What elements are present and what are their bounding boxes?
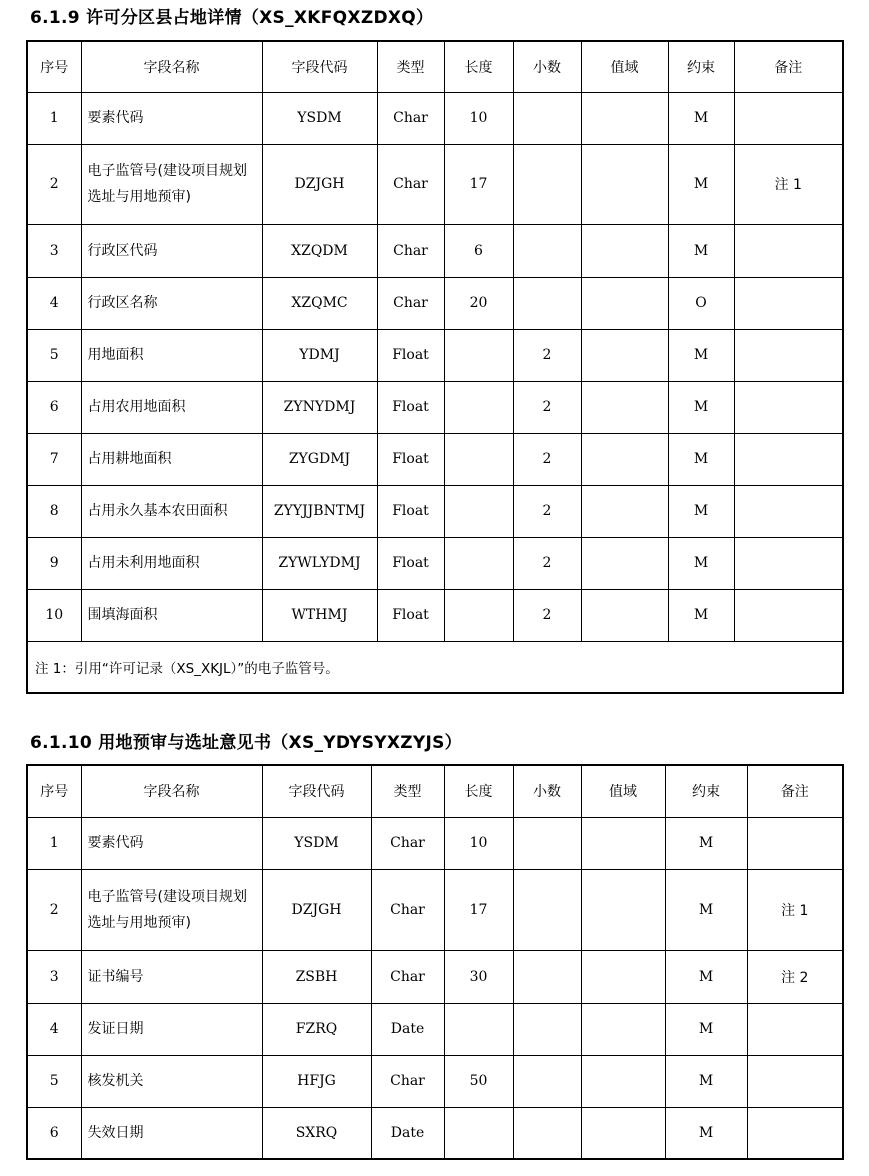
cell-range [581,589,668,641]
cell-no: 8 [27,485,81,537]
cell-type: Float [377,381,444,433]
cell-field-name: 行政区名称 [81,277,262,329]
cell-constraint: M [665,817,747,869]
cell-remark [747,817,843,869]
field-table-xkfqxzdxq [26,40,844,694]
cell-field-code: YSDM [262,817,371,869]
cell-decimal [513,1055,581,1107]
cell-decimal [513,1107,581,1159]
cell-range [581,433,668,485]
cell-field-code: SXRQ [262,1107,371,1159]
header-constraint: 约束 [668,41,734,92]
cell-field-name: 核发机关 [81,1055,262,1107]
cell-field-name: 行政区代码 [81,224,262,277]
cell-constraint: M [668,537,734,589]
cell-constraint: M [668,144,734,224]
header-type: 类型 [371,765,444,817]
cell-decimal [513,224,581,277]
cell-range [581,1107,665,1159]
table-row [27,144,843,224]
cell-constraint: M [665,1055,747,1107]
cell-field-name: 用地面积 [81,329,262,381]
cell-length: 10 [444,817,513,869]
cell-constraint: M [668,589,734,641]
cell-type: Float [377,589,444,641]
cell-constraint: M [665,869,747,950]
cell-type: Char [377,224,444,277]
cell-range [581,92,668,144]
cell-type: Char [371,869,444,950]
cell-no: 5 [27,329,81,381]
cell-field-name: 占用农用地面积 [81,381,262,433]
header-field-code: 字段代码 [262,41,377,92]
cell-remark: 注 2 [747,950,843,1003]
cell-field-name: 失效日期 [81,1107,262,1159]
cell-field-name: 要素代码 [81,92,262,144]
cell-no: 3 [27,950,81,1003]
cell-length [444,1003,513,1055]
cell-remark [734,537,843,589]
cell-remark [747,1107,843,1159]
table-row [27,433,843,485]
cell-type: Char [371,950,444,1003]
table-row [27,224,843,277]
table-row [27,817,843,869]
cell-type: Char [377,277,444,329]
cell-constraint: M [668,433,734,485]
header-constraint: 约束 [665,765,747,817]
cell-remark: 注 1 [734,144,843,224]
cell-decimal [513,1003,581,1055]
table-header-row [27,41,843,92]
cell-length [444,1107,513,1159]
cell-length: 17 [444,869,513,950]
cell-constraint: M [668,485,734,537]
cell-no: 2 [27,144,81,224]
cell-field-code: ZYNYDMJ [262,381,377,433]
header-field-code: 字段代码 [262,765,371,817]
cell-no: 9 [27,537,81,589]
cell-field-name: 要素代码 [81,817,262,869]
cell-remark [734,224,843,277]
section-title-xkfqxzdxq: 6.1.9 许可分区县占地详情（XS_XKFQXZDXQ） [30,8,434,28]
cell-field-name: 证书编号 [81,950,262,1003]
cell-decimal [513,817,581,869]
header-no: 序号 [27,765,81,817]
cell-field-code: DZJGH [262,144,377,224]
table-row [27,869,843,950]
header-decimal: 小数 [513,41,581,92]
cell-constraint: M [665,950,747,1003]
cell-range [581,1003,665,1055]
cell-length [444,537,513,589]
section-title-ydysyxzyjs: 6.1.10 用地预审与选址意见书（XS_YDYSYXZYJS） [30,733,462,753]
cell-decimal [513,950,581,1003]
cell-remark [747,1003,843,1055]
table-row [27,1055,843,1107]
cell-field-name: 电子监管号(建设项目规划选址与用地预审) [81,869,262,950]
cell-range [581,950,665,1003]
cell-field-code: ZSBH [262,950,371,1003]
cell-type: Float [377,433,444,485]
cell-decimal [513,92,581,144]
table-row [27,92,843,144]
cell-remark [734,277,843,329]
cell-length: 6 [444,224,513,277]
cell-decimal [513,869,581,950]
header-length: 长度 [444,41,513,92]
header-range: 值域 [581,765,665,817]
cell-constraint: M [668,92,734,144]
cell-remark [734,92,843,144]
cell-decimal: 2 [513,589,581,641]
cell-no: 1 [27,92,81,144]
table-row [27,589,843,641]
table-header-row [27,765,843,817]
cell-range [581,381,668,433]
cell-decimal: 2 [513,433,581,485]
table-row [27,277,843,329]
cell-no: 6 [27,381,81,433]
cell-type: Float [377,485,444,537]
header-no: 序号 [27,41,81,92]
cell-remark [747,1055,843,1107]
cell-field-code: HFJG [262,1055,371,1107]
cell-decimal: 2 [513,381,581,433]
header-remark: 备注 [734,41,843,92]
cell-constraint: O [668,277,734,329]
header-type: 类型 [377,41,444,92]
cell-no: 4 [27,277,81,329]
cell-no: 3 [27,224,81,277]
cell-remark [734,433,843,485]
header-field-name: 字段名称 [81,765,262,817]
cell-length: 20 [444,277,513,329]
cell-constraint: M [668,381,734,433]
header-length: 长度 [444,765,513,817]
cell-type: Date [371,1107,444,1159]
cell-no: 4 [27,1003,81,1055]
cell-type: Char [371,1055,444,1107]
cell-field-name: 电子监管号(建设项目规划选址与用地预审) [81,144,262,224]
cell-range [581,817,665,869]
cell-decimal [513,144,581,224]
cell-type: Date [371,1003,444,1055]
cell-no: 1 [27,817,81,869]
cell-decimal: 2 [513,485,581,537]
cell-no: 7 [27,433,81,485]
cell-field-code: XZQMC [262,277,377,329]
cell-field-name: 发证日期 [81,1003,262,1055]
cell-field-code: YDMJ [262,329,377,381]
table-row [27,381,843,433]
cell-constraint: M [668,224,734,277]
table-row [27,1003,843,1055]
cell-length: 30 [444,950,513,1003]
cell-type: Char [377,92,444,144]
cell-range [581,537,668,589]
cell-range [581,224,668,277]
cell-field-name: 围填海面积 [81,589,262,641]
footnote-row [27,641,843,693]
cell-field-code: WTHMJ [262,589,377,641]
table-row [27,537,843,589]
cell-range [581,277,668,329]
footnote-text: 注 1：引用“许可记录（XS_XKJL）”的电子监管号。 [27,641,843,693]
cell-decimal: 2 [513,537,581,589]
cell-range [581,329,668,381]
cell-field-code: XZQDM [262,224,377,277]
cell-remark [734,485,843,537]
cell-constraint: M [665,1107,747,1159]
cell-field-name: 占用永久基本农田面积 [81,485,262,537]
cell-constraint: M [665,1003,747,1055]
cell-range [581,144,668,224]
header-decimal: 小数 [513,765,581,817]
table-row [27,485,843,537]
cell-field-code: DZJGH [262,869,371,950]
cell-type: Char [377,144,444,224]
cell-field-name: 占用耕地面积 [81,433,262,485]
cell-length: 17 [444,144,513,224]
cell-decimal [513,277,581,329]
cell-constraint: M [668,329,734,381]
cell-remark [734,589,843,641]
cell-range [581,485,668,537]
table-row [27,1107,843,1159]
cell-length [444,589,513,641]
field-table-ydysyxzyjs [26,764,844,1160]
cell-type: Float [377,329,444,381]
cell-type: Char [371,817,444,869]
cell-length [444,433,513,485]
cell-field-code: YSDM [262,92,377,144]
cell-length [444,329,513,381]
cell-no: 6 [27,1107,81,1159]
cell-length [444,381,513,433]
cell-field-code: ZYGDMJ [262,433,377,485]
cell-range [581,869,665,950]
cell-length: 10 [444,92,513,144]
cell-remark [734,329,843,381]
cell-length: 50 [444,1055,513,1107]
cell-range [581,1055,665,1107]
cell-no: 10 [27,589,81,641]
table-row [27,329,843,381]
header-remark: 备注 [747,765,843,817]
header-field-name: 字段名称 [81,41,262,92]
cell-type: Float [377,537,444,589]
cell-field-code: ZYYJJBNTMJ [262,485,377,537]
cell-field-code: FZRQ [262,1003,371,1055]
table-row [27,950,843,1003]
cell-remark: 注 1 [747,869,843,950]
cell-no: 2 [27,869,81,950]
cell-remark [734,381,843,433]
header-range: 值域 [581,41,668,92]
cell-field-name: 占用未利用地面积 [81,537,262,589]
cell-field-code: ZYWLYDMJ [262,537,377,589]
cell-decimal: 2 [513,329,581,381]
cell-length [444,485,513,537]
cell-no: 5 [27,1055,81,1107]
